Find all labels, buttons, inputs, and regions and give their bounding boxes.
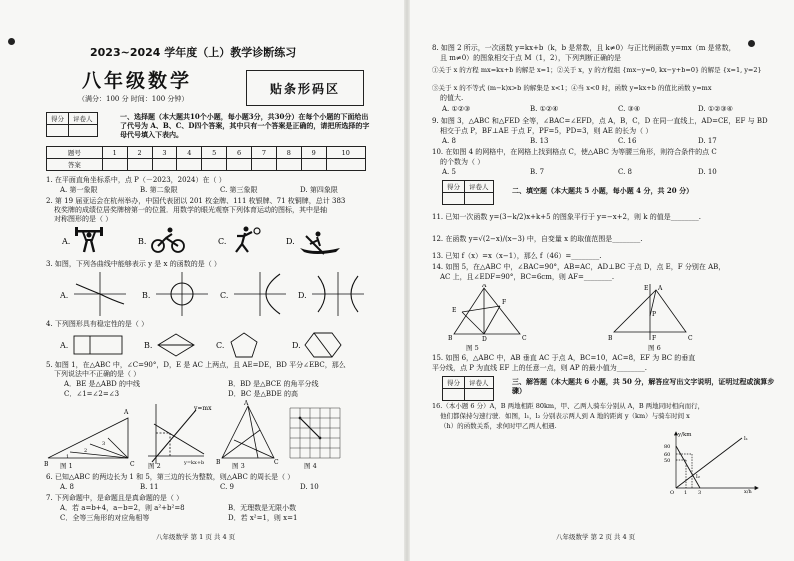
- q8-option-a: A. ①②③: [442, 105, 471, 113]
- section-1-heading: 一、选择题（本大题共10个小题，每小题3分，共30分）在每个小题的下面给出了代号为 A、B、C、D四个答案，其中只有一个答案是正确的，请把所选择的字母代号填入下表内。: [120, 112, 370, 139]
- graph-xtick: 3: [698, 490, 702, 494]
- answer-table: 题号 1 2 3 4 5 6 7 8 9 10 答案: [46, 146, 366, 171]
- svg-text:E: E: [644, 285, 649, 292]
- question-14-line1: 14. 如图 5，在△ABC 中，∠BAC=90°，AB=AC，AD⊥BC 于点 D，点 E，F 分别在 AB，: [432, 263, 726, 271]
- figure-3-label: 图 3: [232, 462, 245, 470]
- svg-text:D.: D.: [298, 291, 307, 300]
- question-5-line1: 5. 如图 1，在△ABC 中，∠C=90°，D，E 是 AC 上两点，且 AE=DE，BD 平分∠EBC，那么: [46, 361, 346, 369]
- answer-cell[interactable]: [102, 159, 127, 171]
- svg-text:2: 2: [84, 448, 88, 454]
- svg-text:A: A: [482, 284, 487, 289]
- question-10-line2: 的个数为（ ）: [440, 158, 485, 166]
- svg-text:D.: D.: [286, 237, 295, 246]
- answer-cell[interactable]: [202, 159, 227, 171]
- question-8-line5: 的值大.: [440, 94, 464, 102]
- question-8-line1: 8. 如图 2 所示，一次函数 y=kx+b（k，b 是常数，且 k≠0）与正比例函数 y=mx（m 是常数，: [432, 44, 736, 52]
- graph-xlabel: x/h: [744, 489, 752, 494]
- question-4: 4. 下列图形具有稳定性的是（ ）: [46, 320, 149, 328]
- svg-text:A.: A.: [60, 341, 69, 350]
- figure-2-label: 图 2: [148, 462, 161, 470]
- svg-text:B.: B.: [142, 291, 151, 300]
- answer-cell[interactable]: [227, 159, 252, 171]
- question-7: 7. 下列命题中，是命题且是真命题的是（ ）: [46, 494, 184, 502]
- figures-1-4: [44, 400, 374, 474]
- svg-text:P: P: [652, 311, 657, 318]
- figure-3: [222, 406, 274, 458]
- svg-text:D.: D.: [292, 341, 301, 350]
- subject-title: 八年级数学: [82, 70, 193, 92]
- answer-cell[interactable]: [326, 159, 365, 171]
- q5-option-b: B．BD 是△BCE 的角平分线: [228, 380, 319, 388]
- section-3-heading: 三、解答题（本大题共 6 小题，共 50 分，解答应写出文字说明，证明过程或演算步骤）: [512, 377, 775, 395]
- q9-option-a: A. 8: [442, 137, 456, 145]
- figures-5-6: [448, 284, 768, 346]
- q8-option-d: D. ①②③④: [698, 105, 733, 113]
- question-13: 13. 已知 f（x）=x（x−1），那么 f（46）=________.: [432, 252, 602, 260]
- question-10-line1: 10. 在如图 4 的网格中，在网格上找到格点 C，使△ABC 为等腰三角形，则符合条件的点 C: [432, 148, 717, 156]
- q10-option-c: C. 8: [618, 168, 633, 176]
- q8-option-b: B. ①②④: [530, 105, 559, 113]
- svg-text:y=mx: y=mx: [194, 405, 212, 412]
- q7-option-b: B．无理数是无限小数: [228, 504, 297, 512]
- svg-text:A: A: [124, 409, 129, 416]
- q6-option-d: D. 10: [300, 483, 319, 491]
- q1-option-c: C. 第三象限: [220, 186, 258, 194]
- answer-cell[interactable]: [301, 159, 326, 171]
- figure-5: [454, 288, 520, 334]
- svg-text:1: 1: [66, 454, 70, 460]
- question-8-line2: 且 m≠0）的图象相交于点 M（1，2），下列判断正确的是: [440, 54, 621, 62]
- rowing-icon: [300, 232, 340, 255]
- binding-hole: [8, 38, 15, 45]
- q16-graph: [662, 430, 762, 498]
- svg-text:C.: C.: [216, 341, 225, 350]
- answer-cell[interactable]: [252, 159, 277, 171]
- figure-6-label: 图 6: [648, 344, 661, 352]
- q9-option-b: B. 13: [530, 137, 549, 145]
- question-12: 12. 在函数 y=√(2−x)/(x−3) 中，自变量 x 的取值范围是________.: [432, 235, 643, 243]
- binding-hole: [748, 40, 755, 47]
- volleyball-icon: [236, 227, 260, 253]
- figure-4-label: 图 4: [304, 462, 317, 470]
- question-16-line1: 16.（本小题 6 分）A，B 两地相距 80km，甲、乙两人骑车分别从 A，B 两地同时相向而行，: [432, 402, 705, 410]
- svg-text:B: B: [448, 335, 453, 342]
- grader-label: 评卷人: [69, 113, 98, 125]
- score-info: （满分：100 分 时间：100 分钟）: [78, 95, 189, 103]
- answer-cell[interactable]: [276, 159, 301, 171]
- page-1-footer: 八年级数学 第 1 页 共 4 页: [156, 533, 236, 541]
- q9-option-c: C. 16: [618, 137, 637, 145]
- score-box: [46, 112, 98, 137]
- svg-text:y=kx+b: y=kx+b: [184, 460, 205, 466]
- section-3-score-box: 得分 评卷人: [442, 376, 494, 401]
- q5-option-a: A．BE 是△ABD 的中线: [64, 380, 140, 388]
- page-2: [408, 0, 794, 561]
- svg-text:F: F: [502, 299, 507, 306]
- svg-text:C: C: [688, 335, 693, 342]
- svg-text:B: B: [608, 335, 613, 342]
- q10-option-b: B. 7: [530, 168, 545, 176]
- answer-cell[interactable]: [127, 159, 152, 171]
- barcode-area: 贴条形码区: [246, 70, 364, 106]
- graph-ylabel: y/km: [678, 432, 692, 438]
- graph-xtick: O: [670, 490, 675, 494]
- figure-1-label: 图 1: [60, 462, 73, 470]
- question-15-line1: 15. 如图 6，△ABC 中，AB 垂直 AC 于点 A，BC=10，AC=8，EF 为 BC 的垂直: [432, 354, 696, 362]
- question-9-line1: 9. 如图 3，△ABC 和△FED 全等，∠BAC=∠EFD，点 A，B，C，D 在同一直线上，AD=CE，EF 与 BD: [432, 117, 768, 125]
- graph-xtick: 1: [684, 490, 688, 494]
- cycling-icon: [152, 228, 184, 253]
- q7-option-a: A．若 a=b+4，a−b=2，则 a²+b²=8: [60, 504, 185, 512]
- svg-text:A: A: [244, 400, 249, 407]
- graph-line-label: l₁: [744, 436, 748, 442]
- figure-6: [614, 284, 686, 340]
- graph-ytick: 80: [664, 444, 671, 450]
- graph-line-label: l₂: [696, 474, 700, 480]
- q8-option-c: C. ③④: [618, 105, 641, 113]
- svg-text:B.: B.: [144, 341, 153, 350]
- svg-text:A.: A.: [60, 291, 69, 300]
- q10-option-a: A. 5: [442, 168, 456, 176]
- question-6: 6. 已知△ABC 的两边长为 1 和 5，第三边的长为整数，则△ABC 的周长是（ ）: [46, 473, 295, 481]
- weightlifting-icon: [75, 227, 103, 252]
- svg-text:E: E: [452, 307, 457, 314]
- figure-4: [290, 408, 340, 458]
- question-2-line2: 枚奖牌的成绩位居奖牌榜第一的位置．用数学的眼光观察下列体育运动的图标，其中是轴: [54, 206, 327, 214]
- question-5-line2: 下列说法中不正确的是（ ）: [54, 370, 141, 378]
- q7-option-d: D．若 x²=1，则 x=1: [228, 514, 298, 522]
- q1-option-a: A. 第一象限: [60, 186, 98, 194]
- graph-ytick: 60: [664, 452, 671, 458]
- q5-option-d: D．BC 是△BDE 的高: [228, 390, 298, 398]
- svg-text:D: D: [482, 336, 487, 342]
- question-2-line1: 2. 第 19 届亚运会在杭州举办，中国代表团以 201 枚金牌、111 枚银牌、71 枚铜牌，总计 383: [46, 197, 346, 205]
- q6-option-a: A. 8: [60, 483, 74, 491]
- section-2-heading: 二、填空题（本大题共 5 小题，每小题 4 分，共 20 分）: [512, 186, 694, 195]
- svg-text:A: A: [658, 285, 663, 292]
- graph-ytick: 50: [664, 458, 671, 464]
- answer-cell[interactable]: [152, 159, 177, 171]
- score-label: 得分: [47, 113, 69, 125]
- question-8-line3: ①关于 x 的方程 mx=kx+b 的解是 x=1；②关于 x，y 的方程组 {mx−y=0, kx−y+b=0} 的解是 {x=1, y=2}: [432, 66, 762, 74]
- question-1: 1. 在平面直角坐标系中，点 P（－2023，2024）在（ ）: [46, 176, 226, 184]
- svg-text:B: B: [216, 459, 221, 466]
- svg-text:C: C: [522, 335, 527, 342]
- svg-text:B.: B.: [138, 237, 147, 246]
- q7-option-c: C．全等三角形的对应角相等: [60, 514, 150, 522]
- q4-shapes: [60, 330, 370, 364]
- svg-text:C.: C.: [220, 291, 229, 300]
- question-15-line2: 平分线，点 P 为直线 EF 上的任意一点，则 AP 的最小值为________.: [432, 364, 648, 372]
- svg-text:B: B: [44, 461, 49, 468]
- q2-icons: [60, 224, 360, 260]
- svg-text:C: C: [274, 459, 279, 466]
- q10-option-d: D. 10: [698, 168, 717, 176]
- answer-cell[interactable]: [177, 159, 202, 171]
- q3-graphs: [60, 270, 370, 322]
- question-2-line3: 对称图形的是（ ）: [54, 215, 113, 223]
- section-2-score-box: 得分 评卷人: [442, 180, 494, 205]
- question-9-line2: 相交于点 P，BF⊥AE 于点 F，PF=5，PD=3，则 AE 的长为（ ）: [440, 127, 653, 135]
- question-8-line4: ③关于 x 的不等式 (m−k)x>b 的解集是 x<1；④当 x<0 时，函数 y=kx+b 的值比函数 y=mx: [432, 84, 712, 92]
- svg-text:C.: C.: [218, 237, 227, 246]
- q9-option-d: D. 17: [698, 137, 717, 145]
- svg-text:F: F: [652, 335, 657, 342]
- figure-1: [48, 418, 128, 458]
- exam-header-title: 2023~2024 学年度（上）教学诊断练习: [90, 46, 297, 59]
- question-16-line2: 他们都保持匀速行驶．如图，l₁，l₂ 分别表示两人到 A 地的距离 y（km）与骑车时间 x: [440, 412, 690, 420]
- question-14-line2: AC 上，且∠EDF=90°，BC=6cm，则 AF=________.: [440, 273, 615, 281]
- q1-option-b: B. 第二象限: [140, 186, 178, 194]
- question-16-line3: （h）的函数关系，求何时甲乙两人相遇.: [440, 422, 557, 430]
- figure-5-label: 图 5: [466, 344, 479, 352]
- figure-2: [148, 404, 204, 464]
- q1-option-d: D. 第四象限: [300, 186, 338, 194]
- svg-text:3: 3: [102, 441, 106, 447]
- q6-option-c: C. 9: [220, 483, 235, 491]
- page-2-footer: 八年级数学 第 2 页 共 4 页: [556, 533, 636, 541]
- question-11: 11. 已知一次函数 y=(3−k/2)x+k+5 的图象平行于 y=−x+2，则 k 的值是________.: [432, 213, 701, 221]
- q6-option-b: B. 11: [140, 483, 159, 491]
- q5-option-c: C．∠1=∠2=∠3: [64, 390, 120, 398]
- svg-text:C: C: [130, 461, 135, 468]
- question-3: 3. 如图，下列各曲线中能够表示 y 是 x 的函数的是（ ）: [46, 260, 221, 268]
- svg-text:A.: A.: [62, 237, 71, 246]
